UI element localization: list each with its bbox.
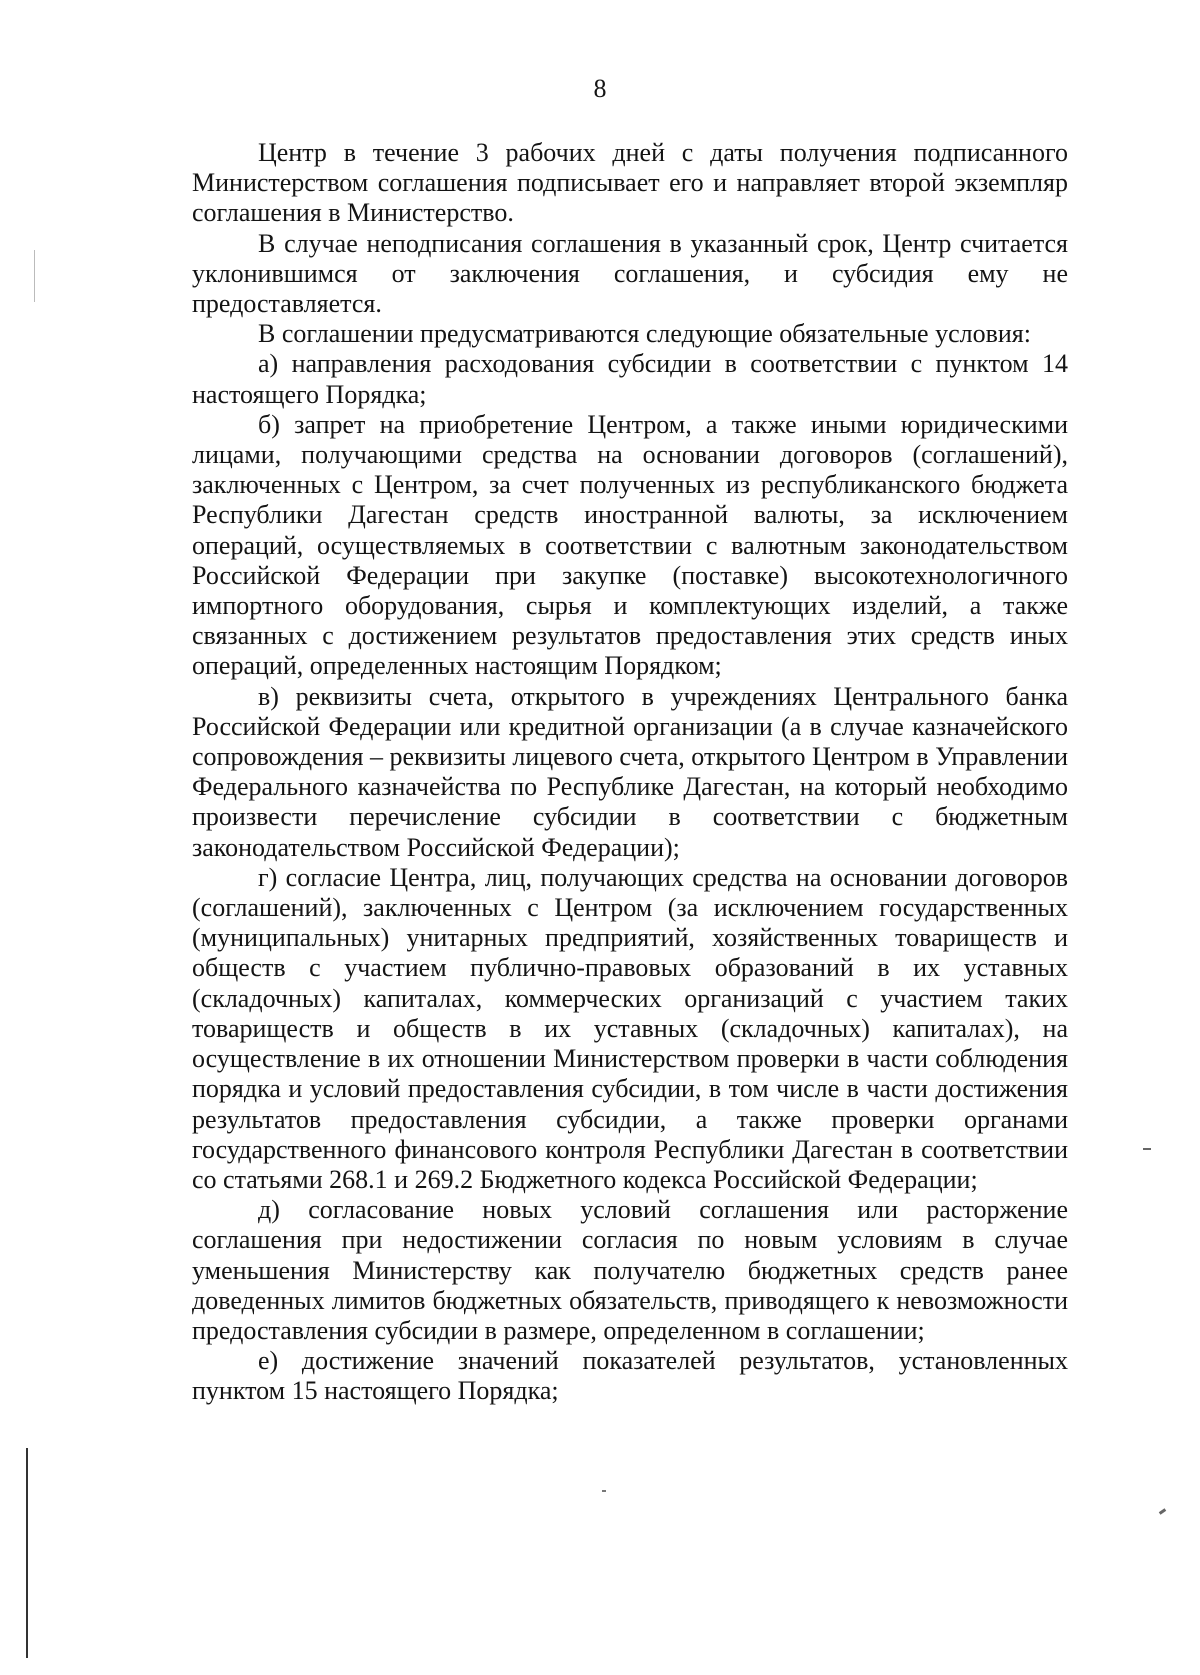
paragraph-item-d: д) согласование новых условий соглашения или расторжение соглашения при недостижении согласия по новым условиям в случае уменьшения Министерству как получателю бюджетных средств ранее доведенных лимитов бюджетных обязательств, приводящего к невозможности предоставления субсидии в размере, определенном в соглашении; — [192, 1195, 1068, 1345]
document-body — [192, 138, 1068, 1407]
scan-faint-line — [34, 250, 35, 302]
paragraph-item-e: е) достижение значений показателей результатов, установленных пунктом 15 настоящего Порядка; — [192, 1346, 1068, 1406]
paragraph-item-b: б) запрет на приобретение Центром, а также иными юридическими лицами, получающими средства на основании договоров (соглашений), заключенных с Центром, за счет полученных из республиканского бюджета Республики Дагестан средств иностранной валюты, за исключением операций, осуществляемых в соответствии с валютным законодательством Российской Федерации при закупке (поставке) высокотехнологичного импортного оборудования, сырья и комплектующих изделий, а также связанных с достижением результатов предоставления этих средств иных операций, определенных настоящим Порядком; — [192, 409, 1068, 681]
scan-speck — [602, 1490, 606, 1492]
paragraph-center-signing: Центр в течение 3 рабочих дней с даты получения подписанного Министерством соглашения подписывает его и направляет второй экземпляр соглашения в Министерство. — [192, 138, 1068, 228]
paragraph-item-a: а) направления расходования субсидии в соответствии с пунктом 14 настоящего Порядка; — [192, 349, 1068, 409]
paragraph-mandatory-conditions: В соглашении предусматриваются следующие обязательные условия: — [258, 319, 1031, 349]
scan-speck — [1143, 1148, 1151, 1150]
paragraph-item-g: г) согласие Центра, лиц, получающих средства на основании договоров (соглашений), заключенных с Центром (за исключением государственных (муниципальных) унитарных предприятий, хозяйственных товариществ и обществ с участием публично-правовых образований в их уставных (складочных) капиталах, коммерческих организаций с участием таких товариществ и обществ в их уставных (складочных) капиталах), на осуществление в их отношении Министерством проверки в части соблюдения порядка и условий предоставления субсидии, в том числе в части достижения результатов предоставления субсидии, а также проверки органами государственного финансового контроля Республики Дагестан в соответствии со статьями 268.1 и 269.2 Бюджетного кодекса Российской Федерации; — [192, 862, 1068, 1194]
page-number: 8 — [593, 74, 607, 103]
scan-speck — [1159, 1508, 1166, 1514]
scan-margin-line — [26, 1448, 28, 1658]
paragraph-item-v: в) реквизиты счета, открытого в учреждениях Центрального банка Российской Федерации или кредитной организации (а в случае казначейского сопровождения – реквизиты лицевого счета, открытого Центром в Управлении Федерального казначейства по Республике Дагестан, на который необходимо произвести перечисление субсидии в соответствии с бюджетным законодательством Российской Федерации); — [192, 681, 1068, 862]
paragraph-non-signing: В случае неподписания соглашения в указанный срок, Центр считается уклонившимся от заключения соглашения, и субсидия ему не предоставляется. — [192, 228, 1068, 319]
